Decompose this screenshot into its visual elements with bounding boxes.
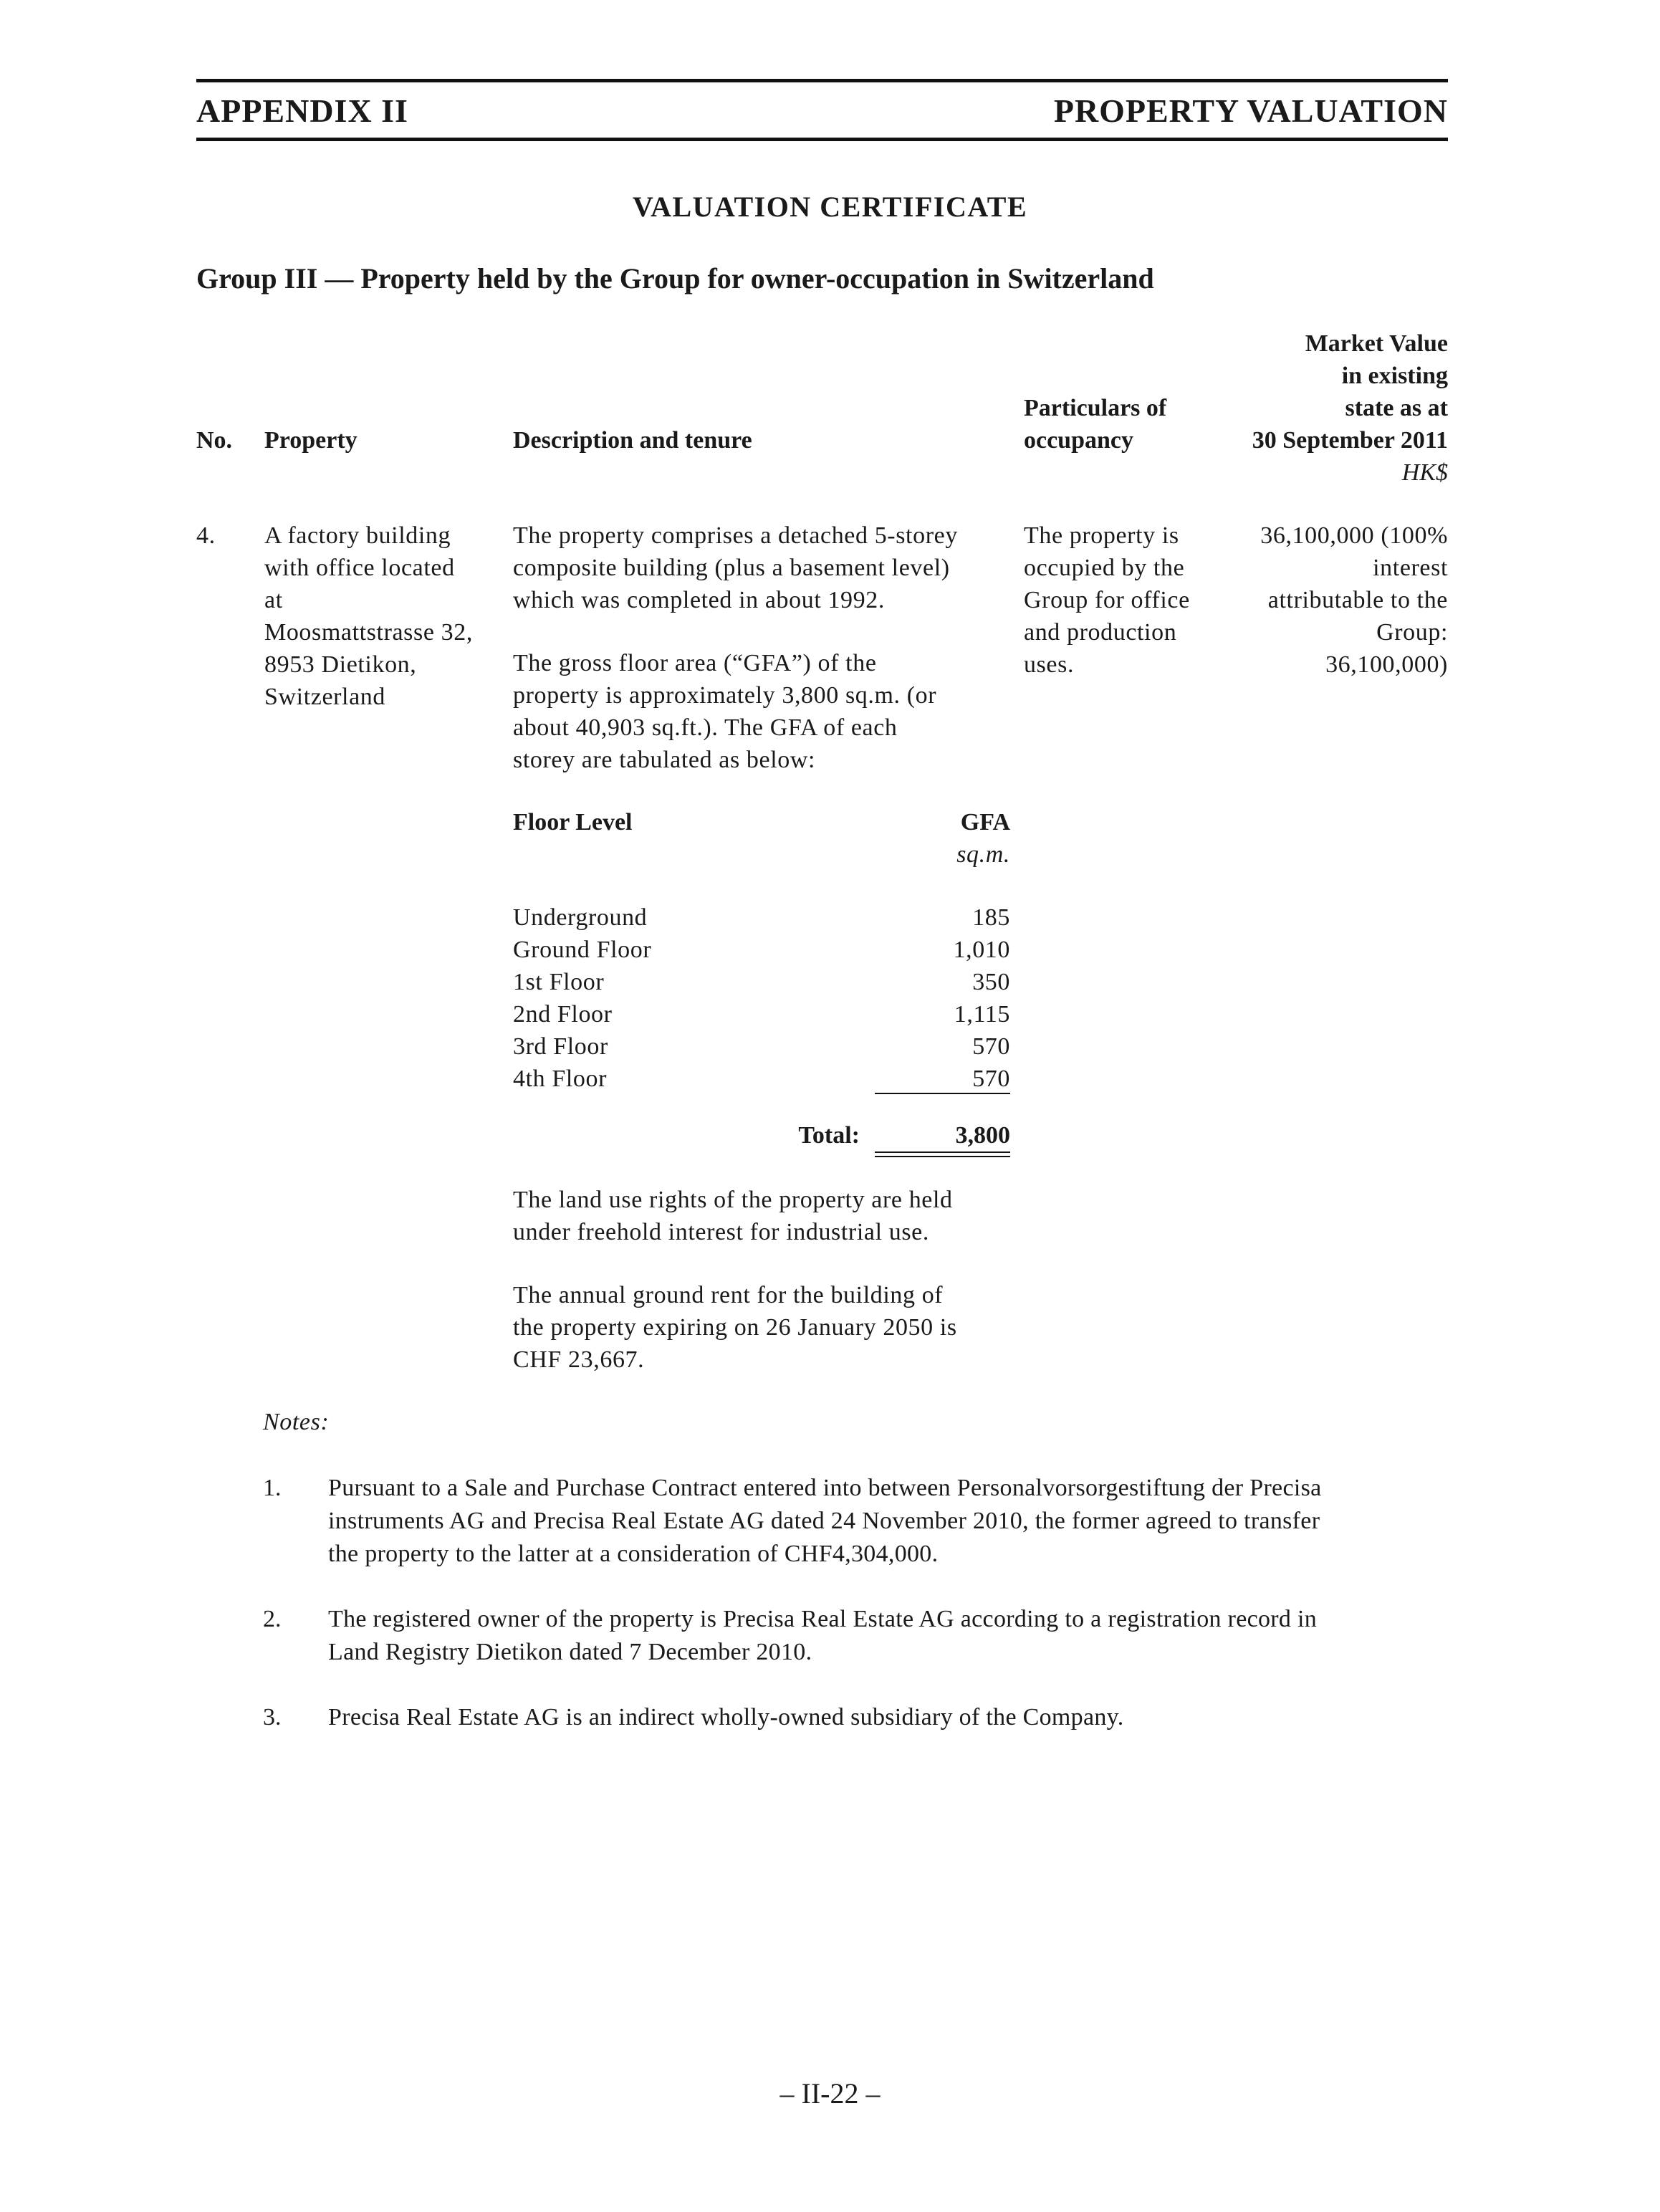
- note-number: 3.: [263, 1704, 282, 1730]
- market-value-header-line: in existing: [1341, 363, 1448, 389]
- description-line: under freehold interest for industrial use.: [513, 1219, 929, 1245]
- floor-level: 4th Floor: [513, 1066, 608, 1092]
- description-line: The property comprises a detached 5-storey: [513, 522, 958, 549]
- note-line: Land Registry Dietikon dated 7 December 2010.: [328, 1639, 812, 1665]
- header-left: APPENDIX II: [196, 92, 408, 129]
- property-line: Moosmattstrasse 32,: [264, 619, 473, 646]
- floor-table-row: [513, 1030, 1010, 1063]
- header-top-rule: [196, 79, 1448, 82]
- description-line: The land use rights of the property are held: [513, 1187, 953, 1213]
- floor-table-row: [513, 1063, 1010, 1095]
- property-line: with office located: [264, 555, 455, 581]
- page-number: – II-22 –: [779, 2077, 881, 2110]
- description-line: which was completed in about 1992.: [513, 587, 885, 613]
- floor-gfa: 570: [972, 1066, 1010, 1092]
- market-value-line: 36,100,000 (100%: [1260, 522, 1448, 549]
- floor-table-row: [513, 901, 1010, 934]
- floor-total-label: Total:: [798, 1122, 860, 1149]
- description-paragraph-4: [513, 1279, 957, 1376]
- floor-gfa: 1,010: [953, 937, 1010, 963]
- description-line: The gross floor area (“GFA”) of the: [513, 650, 877, 676]
- floor-gfa: 350: [972, 969, 1010, 995]
- floor-level: 3rd Floor: [513, 1033, 608, 1060]
- occupancy-line: occupied by the: [1024, 555, 1185, 581]
- notes-label: Notes:: [263, 1409, 330, 1435]
- floor-gfa: 185: [972, 904, 1010, 931]
- description-paragraph-3: [513, 1184, 953, 1248]
- floor-level: 2nd Floor: [513, 1001, 613, 1028]
- floor-level: Underground: [513, 904, 648, 931]
- group-heading: Group III — Property held by the Group for owner-occupation in Switzerland: [196, 262, 1154, 295]
- description-line: CHF 23,667.: [513, 1346, 645, 1373]
- entry-number: 4.: [196, 522, 216, 549]
- property-line: 8953 Dietikon,: [264, 651, 417, 678]
- note-text: [328, 1472, 1448, 1571]
- description-line: The annual ground rent for the building of: [513, 1282, 944, 1308]
- note-line: The registered owner of the property is Precisa Real Estate AG according to a registration record in: [328, 1606, 1318, 1632]
- occupancy-line: uses.: [1024, 651, 1075, 678]
- floor-total-value: 3,800: [955, 1122, 1010, 1149]
- note-line: the property to the latter at a consideration of CHF4,304,000.: [328, 1541, 939, 1567]
- total-double-rule-bottom: [875, 1156, 1010, 1157]
- market-value-line: 36,100,000): [1325, 651, 1448, 678]
- property-line: A factory building: [264, 522, 451, 549]
- page-title: VALUATION CERTIFICATE: [632, 191, 1028, 223]
- description-line: the property expiring on 26 January 2050 is: [513, 1314, 957, 1341]
- floor-level: Ground Floor: [513, 937, 652, 963]
- note-line: Precisa Real Estate AG is an indirect wholly-owned subsidiary of the Company.: [328, 1704, 1124, 1730]
- property-line: at: [264, 587, 283, 613]
- floor-gfa: 1,115: [954, 1001, 1010, 1028]
- market-value-header-line: Market Value: [1305, 330, 1448, 357]
- note-text: [328, 1701, 1448, 1734]
- note-number: 2.: [263, 1606, 282, 1632]
- total-double-rule-top: [875, 1152, 1010, 1153]
- note-line: Pursuant to a Sale and Purchase Contract entered into between Personalvorsorgestiftung der Precisa: [328, 1475, 1322, 1501]
- description-paragraph-1: [513, 520, 958, 616]
- market-value-header-line: state as at: [1345, 395, 1448, 421]
- note-number: 1.: [263, 1475, 282, 1501]
- col-header-no: No.: [196, 427, 233, 454]
- floor-table-row: [513, 966, 1010, 998]
- floor-table-unit: sq.m.: [956, 841, 1010, 868]
- property-line: Switzerland: [264, 684, 385, 710]
- col-header-market-value: [1252, 327, 1448, 489]
- property-address: [264, 520, 473, 713]
- floor-table-row: [513, 998, 1010, 1030]
- occupancy-header-line: Particulars of: [1024, 395, 1167, 421]
- market-value-line: attributable to the: [1267, 587, 1448, 613]
- col-header-description: Description and tenure: [513, 427, 752, 454]
- currency-label: HK$: [1401, 459, 1448, 486]
- note-line: instruments AG and Precisa Real Estate AG dated 24 November 2010, the former agreed to transfer: [328, 1508, 1320, 1534]
- note-text: [328, 1603, 1448, 1669]
- occupancy-line: The property is: [1024, 522, 1179, 549]
- col-header-occupancy: [1024, 392, 1166, 456]
- floor-table-header-level: Floor Level: [513, 809, 633, 836]
- occupancy-line: Group for office: [1024, 587, 1190, 613]
- floor-table-header-gfa: GFA: [960, 809, 1010, 836]
- description-paragraph-2: [513, 647, 936, 776]
- header-right: PROPERTY VALUATION: [1053, 92, 1448, 129]
- description-line: property is approximately 3,800 sq.m. (or: [513, 682, 937, 709]
- market-value-header-line: 30 September 2011: [1252, 427, 1448, 454]
- description-line: about 40,903 sq.ft.). The GFA of each: [513, 714, 898, 741]
- occupancy-text: [1024, 520, 1190, 681]
- description-line: storey are tabulated as below:: [513, 747, 816, 773]
- floor-table-row: [513, 934, 1010, 966]
- col-header-property: Property: [264, 427, 358, 454]
- market-value-line: interest: [1373, 555, 1448, 581]
- occupancy-header-line: occupancy: [1024, 427, 1133, 454]
- market-value-text: [1260, 520, 1448, 681]
- floor-level: 1st Floor: [513, 969, 605, 995]
- header-bottom-rule: [196, 138, 1448, 141]
- occupancy-line: and production: [1024, 619, 1177, 646]
- floor-gfa: 570: [972, 1033, 1010, 1060]
- description-line: composite building (plus a basement level): [513, 555, 950, 581]
- market-value-line: Group:: [1376, 619, 1448, 646]
- subtotal-rule: [875, 1093, 1010, 1094]
